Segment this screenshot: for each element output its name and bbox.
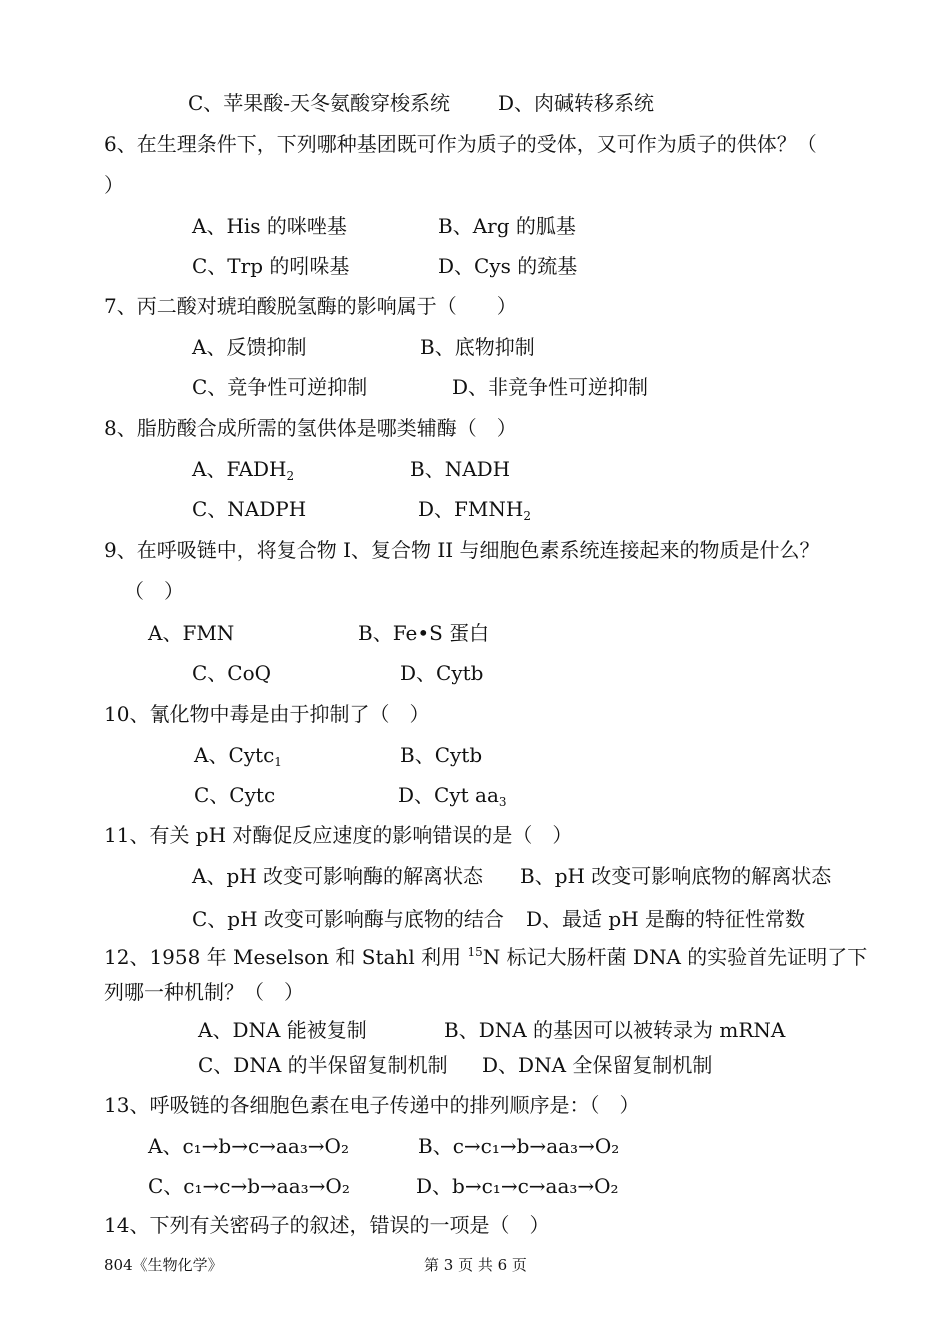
q9-stem: 9、在呼吸链中，将复合物 I、复合物 II 与细胞色素系统连接起来的物质是什么？ [104,538,820,562]
q11-option-c: C、pH 改变可影响酶与底物的结合 [192,907,504,931]
q11-option-b: B、pH 改变可影响底物的解离状态 [520,864,832,888]
q5-option-c: C、苹果酸-天冬氨酸穿梭系统 [188,91,451,115]
q13-stem: 13、呼吸链的各细胞色素在电子传递中的排列顺序是：（ ） [104,1093,640,1117]
q12-stem-continued: 列哪一种机制？（ ） [104,980,304,1004]
footer-course: 804《生物化学》 [104,1256,223,1274]
q11-option-a: A、pH 改变可影响酶的解离状态 [192,864,484,888]
q12-option-b: B、DNA 的基因可以被转录为 mRNA [444,1018,786,1042]
q13-option-b: B、c→c₁→b→aa₃→O₂ [418,1134,620,1158]
q12-option-d: D、DNA 全保留复制机制 [482,1053,713,1077]
q10-option-c: C、Cytc [194,783,276,807]
q12-stem: 12、1958 年 Meselson 和 Stahl 利用 $^{15}$N 标记大肠杆菌 DNA 的实验首先证明了下 [104,945,868,969]
q13-option-c: C、c₁→c→b→aa₃→O₂ [148,1174,350,1198]
q7-option-c: C、竞争性可逆抑制 [192,375,368,399]
q13-option-d: D、b→c₁→c→aa₃→O₂ [416,1174,619,1198]
q6-stem-continued: ） [104,173,124,197]
q6-stem: 6、在生理条件下，下列哪种基团既可作为质子的受体，又可作为质子的供体？（ [104,132,817,156]
q6-option-d: D、Cys 的巯基 [438,254,578,278]
q9-option-b: B、Fe•S 蛋白 [358,621,490,645]
q9-option-a: A、FMN [148,621,235,645]
q6-option-a: A、His 的咪唑基 [192,214,347,238]
q8-stem: 8、脂肪酸合成所需的氢供体是哪类辅酶（ ） [104,416,517,440]
footer-page-number: 第 3 页 共 6 页 [424,1256,527,1274]
q8-option-b: B、NADH [410,457,511,481]
q7-option-d: D、非竞争性可逆抑制 [452,375,649,399]
q9-stem-continued: （ ） [124,579,184,603]
q13-option-a: A、c₁→b→c→aa₃→O₂ [148,1134,349,1158]
q7-option-b: B、底物抑制 [420,335,535,359]
q11-stem: 11、有关 pH 对酶促反应速度的影响错误的是（ ） [104,823,573,847]
q7-stem: 7、丙二酸对琥珀酸脱氢酶的影响属于（ ） [104,294,517,318]
q10-stem: 10、氰化物中毒是由于抑制了（ ） [104,702,430,726]
q5-option-d: D、肉碱转移系统 [498,91,655,115]
q8-option-d: D、$FMNH_2$ [418,497,531,523]
q9-option-d: D、Cytb [400,661,484,685]
q7-option-a: A、反馈抑制 [192,335,307,359]
q11-option-d: D、最适 pH 是酶的特征性常数 [526,907,805,931]
q10-option-d: D、Cyt $aa_3$ [398,783,507,809]
q12-option-a: A、DNA 能被复制 [198,1018,367,1042]
q8-option-c: C、NADPH [192,497,307,521]
q6-option-b: B、Arg 的胍基 [438,214,576,238]
q8-option-a: A、$FADH_2$ [192,457,295,483]
q12-option-c: C、DNA 的半保留复制机制 [198,1053,448,1077]
q14-stem: 14、下列有关密码子的叙述，错误的一项是（ ） [104,1213,550,1237]
q9-option-c: C、CoQ [192,661,272,685]
q10-option-a: A、Cytc$_1$ [194,743,282,769]
q10-option-b: B、Cytb [400,743,483,767]
q6-option-c: C、Trp 的吲哚基 [192,254,350,278]
